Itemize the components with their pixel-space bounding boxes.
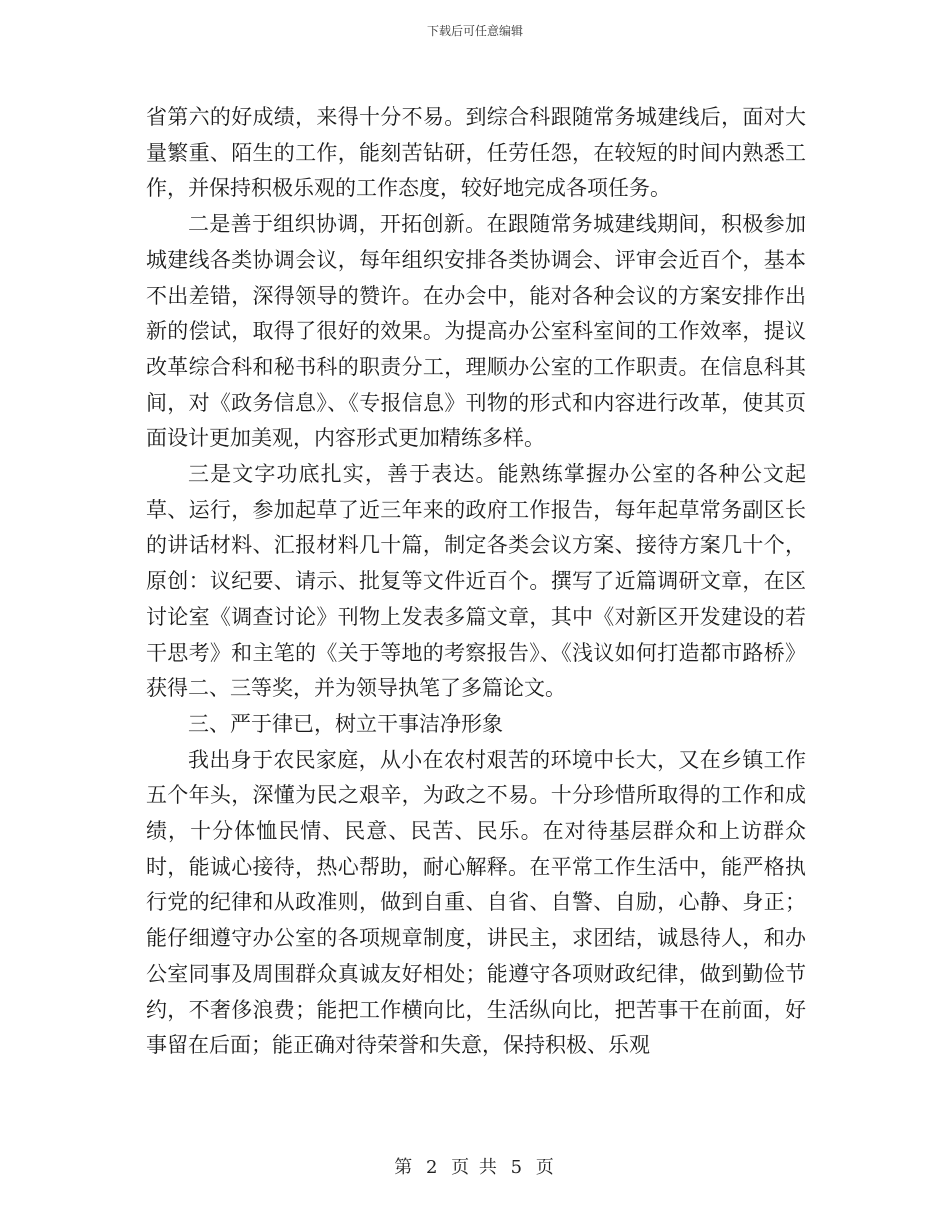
footer-suffix: 页 xyxy=(535,1157,556,1178)
paragraph-1: 二是善于组织协调，开拓创新。在跟随常务城建线期间，积极参加城建线各类协调会议，每年组织安排各类协调会、评审会近百个，基本不出差错，深得领导的赞许。在办会中，能对各种会议的方案安排作出新的偿试，取得了很好的效果。为提高办公室科室间的工作效率，提议改革综合科和秘书科的职责分工，理顺办公室的工作职责。在信息科其间，对《政务信息》、《专报信息》刊物的形式和内容进行改革，使其页面设计更加美观，内容形式更加精练多样。 xyxy=(146,212,806,451)
page-header: 下载后可任意编辑 xyxy=(426,24,523,38)
total-page-count: 5 xyxy=(510,1157,525,1178)
document-body xyxy=(146,100,806,1064)
page-footer xyxy=(0,1153,950,1179)
footer-prefix: 第 xyxy=(394,1157,415,1178)
footer-middle: 页 共 xyxy=(451,1157,499,1178)
paragraph-0: 省第六的好成绩，来得十分不易。到综合科跟随常务城建线后，面对大量繁重、陌生的工作，能刻苦钻研，任劳任怨，在较短的时间内熟悉工作，并保持积极乐观的工作态度，较好地完成各项任务。 xyxy=(146,105,806,201)
paragraph-2: 三是文字功底扎实，善于表达。能熟练掌握办公室的各种公文起草、运行，参加起草了近三年来的政府工作报告，每年起草常务副区长的讲话材料、汇报材料几十篇，制定各类会议方案、接待方案几十个，原创：议纪要、请示、批复等文件近百个。撰写了近篇调研文章，在区讨论室《调查讨论》刊物上发表多篇文章，其中《对新区开发建设的若干思考》和主笔的《关于等地的考察报告》、《浅议如何打造都市路桥》获得二、三等奖，并为领导执笔了多篇论文。 xyxy=(146,462,806,701)
current-page-number: 2 xyxy=(425,1157,440,1178)
section-heading: 三、严于律已，树立干事洁净形象 xyxy=(188,711,503,736)
paragraph-4: 我出身于农民家庭，从小在农村艰苦的环境中长大，又在乡镇工作五个年头，深懂为民之艰辛，为政之不易。十分珍惜所取得的工作和成绩，十分体恤民情、民意、民苦、民乐。在对待基层群众和上访群众时，能诚心接待，热心帮助，耐心解释。在平常工作生活中，能严格执行党的纪律和从政准则，做到自重、自省、自警、自励，心静、身正；能仔细遵守办公室的各项规章制度，讲民主，求团结，诚恳待人，和办公室同事及周围群众真诚友好相处；能遵守各项财政纪律，做到勤俭节约，不奢侈浪费；能把工作横向比，生活纵向比，把苦事干在前面，好事留在后面；能正确对待荣誉和失意，保持积极、乐观 xyxy=(146,747,806,1058)
